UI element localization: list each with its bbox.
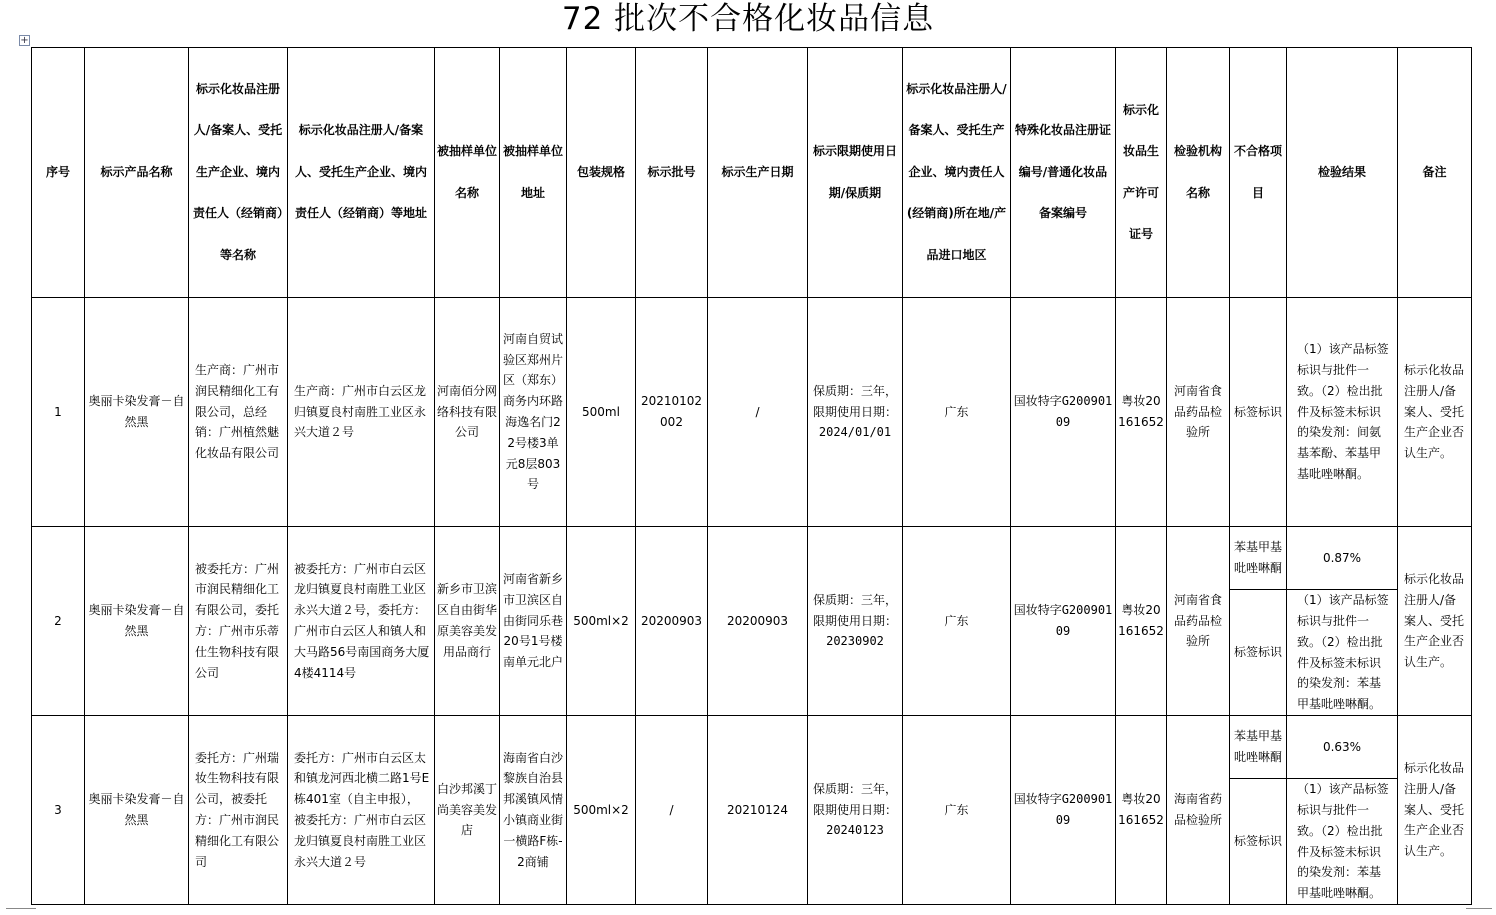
header-cell: 标示产品名称 (85, 48, 189, 298)
cell-sampled-address: 河南省新乡市卫滨区自由街同乐巷20号1号楼南单元北户 (500, 527, 567, 716)
cell-production-date: / (708, 298, 808, 527)
cell-spec: 500ml×2 (567, 716, 636, 905)
cell-expiry: 保质期：三年，限期使用日期：2024/01/01 (808, 298, 903, 527)
header-cell: 包装规格 (567, 48, 636, 298)
header-cell: 备注 (1398, 48, 1472, 298)
cell-sampled-unit: 新乡市卫滨区自由街华原美容美发用品商行 (435, 527, 500, 716)
cell-failed-item: 标签标识 (1230, 590, 1287, 716)
cell-product: 奥丽卡染发膏－自然黑 (85, 527, 189, 716)
cell-registration-no: 国妆特字G20090109 (1011, 716, 1116, 905)
cell-address: 委托方：广州市白云区太和镇龙河西北横二路1号E栋401室（自主申报），被委托方：广州市白云区龙归镇夏良村南胜工业区永兴大道２号 (288, 716, 435, 905)
unqualified-cosmetics-table (31, 47, 1472, 905)
cell-registration-no: 国妆特字G20090109 (1011, 527, 1116, 716)
cell-no: 2 (32, 527, 85, 716)
cell-no: 1 (32, 298, 85, 527)
cell-result: 0.87% (1287, 527, 1398, 590)
header-cell: 被抽样单位名称 (435, 48, 500, 298)
table-row (32, 298, 1472, 527)
cell-region: 广东 (903, 527, 1011, 716)
cell-result: （1）该产品标签标识与批件一致。（2）检出批件及标签未标识的染发剂：苯基甲基吡唑啉酮。 (1287, 779, 1398, 905)
cell-product: 奥丽卡染发膏－自然黑 (85, 298, 189, 527)
cell-lab: 海南省药品检验所 (1167, 716, 1230, 905)
cell-sampled-address: 海南省白沙黎族自治县邦溪镇风情小镇商业街一横路F栋-2商铺 (500, 716, 567, 905)
cell-expiry: 保质期：三年，限期使用日期：20240123 (808, 716, 903, 905)
header-row (32, 48, 1472, 298)
cell-failed-item: 苯基甲基吡唑啉酮 (1230, 716, 1287, 779)
cell-failed-item: 标签标识 (1230, 298, 1287, 527)
page-corner-mark (1466, 908, 1492, 909)
cell-registration-no: 国妆特字G20090109 (1011, 298, 1116, 527)
document-title: 72 批次不合格化妆品信息 (561, 1, 935, 37)
header-cell: 不合格项目 (1230, 48, 1287, 298)
table-row (32, 527, 1472, 590)
cell-result: （1）该产品标签标识与批件一致。（2）检出批件及标签未标识的染发剂：苯基甲基吡唑啉酮。 (1287, 590, 1398, 716)
cell-license: 粤妆20161652 (1116, 527, 1167, 716)
cell-production-date: 20200903 (708, 527, 808, 716)
cell-expiry: 保质期：三年，限期使用日期：20230902 (808, 527, 903, 716)
header-cell: 被抽样单位地址 (500, 48, 567, 298)
cell-lab: 河南省食品药品检验所 (1167, 298, 1230, 527)
cell-address: 生产商：广州市白云区龙归镇夏良村南胜工业区永兴大道２号 (288, 298, 435, 527)
header-cell: 标示化妆品注册人/备案人、受托生产企业、境内责任人（经销商）等名称 (189, 48, 288, 298)
page-corner-mark (6, 908, 36, 909)
cell-sampled-address: 河南自贸试验区郑州片区（郑东）商务内环路海逸名门22号楼3单元8层803号 (500, 298, 567, 527)
cell-failed-item: 苯基甲基吡唑啉酮 (1230, 527, 1287, 590)
cell-product: 奥丽卡染发膏－自然黑 (85, 716, 189, 905)
cell-spec: 500ml (567, 298, 636, 527)
header-cell: 标示化妆品生产许可证号 (1116, 48, 1167, 298)
cell-sampled-unit: 白沙邦溪丁尚美容美发店 (435, 716, 500, 905)
cell-company: 被委托方：广州市润民精细化工有限公司，委托方：广州市乐蒂仕生物科技有限公司 (189, 527, 288, 716)
cell-lab: 河南省食品药品检验所 (1167, 527, 1230, 716)
cell-company: 生产商：广州市润民精细化工有限公司，总经销：广州植然魅化妆品有限公司 (189, 298, 288, 527)
header-cell: 标示批号 (636, 48, 708, 298)
cell-batch: / (636, 716, 708, 905)
cell-sampled-unit: 河南佰分网络科技有限公司 (435, 298, 500, 527)
cell-spec: 500ml×2 (567, 527, 636, 716)
cell-license: 粤妆20161652 (1116, 716, 1167, 905)
header-cell: 序号 (32, 48, 85, 298)
cell-result: 0.63% (1287, 716, 1398, 779)
header-cell: 检验结果 (1287, 48, 1398, 298)
cell-no: 3 (32, 716, 85, 905)
cell-region: 广东 (903, 716, 1011, 905)
header-cell: 检验机构名称 (1167, 48, 1230, 298)
cell-batch: 20210102002 (636, 298, 708, 527)
table-move-handle-icon[interactable]: + (20, 35, 29, 46)
header-cell: 标示化妆品注册人/备案人、受托生产企业、境内责任人(经销商)所在地/产品进口地区 (903, 48, 1011, 298)
cell-region: 广东 (903, 298, 1011, 527)
cell-address: 被委托方：广州市白云区龙归镇夏良村南胜工业区永兴大道２号，委托方：广州市白云区人和镇人和大马路56号南国商务大厦4楼4114号 (288, 527, 435, 716)
header-cell: 标示生产日期 (708, 48, 808, 298)
cell-company: 委托方：广州瑞妆生物科技有限公司，被委托方：广州市润民精细化工有限公司 (189, 716, 288, 905)
header-cell: 特殊化妆品注册证编号/普通化妆品备案编号 (1011, 48, 1116, 298)
cell-remark: 标示化妆品注册人/备案人、受托生产企业否认生产。 (1398, 716, 1472, 905)
cell-batch: 20200903 (636, 527, 708, 716)
cell-remark: 标示化妆品注册人/备案人、受托生产企业否认生产。 (1398, 298, 1472, 527)
cell-remark: 标示化妆品注册人/备案人、受托生产企业否认生产。 (1398, 527, 1472, 716)
cell-license: 粤妆20161652 (1116, 298, 1167, 527)
cell-production-date: 20210124 (708, 716, 808, 905)
table-row (32, 716, 1472, 779)
header-cell: 标示化妆品注册人/备案人、受托生产企业、境内责任人（经销商）等地址 (288, 48, 435, 298)
cell-result: （1）该产品标签标识与批件一致。（2）检出批件及标签未标识的染发剂：间氨基苯酚、苯基甲基吡唑啉酮。 (1287, 298, 1398, 527)
cell-failed-item: 标签标识 (1230, 779, 1287, 905)
header-cell: 标示限期使用日期/保质期 (808, 48, 903, 298)
